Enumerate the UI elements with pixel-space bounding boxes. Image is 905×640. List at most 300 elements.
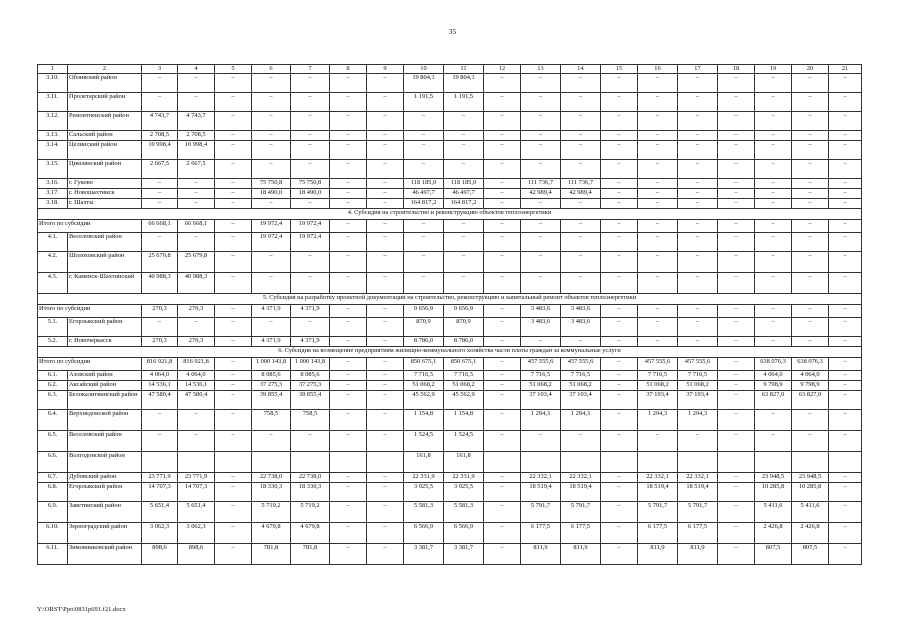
table-cell: 807,5 — [755, 544, 792, 565]
table-cell: 19 804,1 — [404, 74, 444, 93]
table-cell: – — [142, 410, 178, 431]
table-cell: – — [601, 141, 638, 160]
table-cell: – — [484, 179, 521, 189]
table-cell: – — [718, 318, 755, 337]
table-cell: – — [252, 141, 291, 160]
table-cell: – — [792, 220, 829, 233]
table-cell: 4 064,0 — [178, 371, 215, 381]
table-cell: – — [718, 337, 755, 347]
table-cell: – — [215, 523, 252, 544]
table-cell: 51 068,2 — [638, 381, 678, 391]
table-cell: – — [792, 93, 829, 112]
table-cell: – — [755, 141, 792, 160]
district-name: Веселовский район — [68, 431, 142, 452]
table-cell: 758,5 — [252, 410, 291, 431]
table-cell: – — [718, 252, 755, 273]
table-cell: – — [601, 544, 638, 565]
table-cell: – — [792, 189, 829, 199]
table-cell: 3 381,7 — [404, 544, 444, 565]
column-header: 5 — [215, 65, 252, 74]
table-cell: – — [330, 473, 367, 483]
table-cell: – — [484, 544, 521, 565]
table-cell: – — [829, 220, 862, 233]
table-cell: – — [755, 305, 792, 318]
table-cell: – — [215, 483, 252, 502]
table-cell: 22 332,1 — [521, 473, 561, 483]
table-cell: – — [367, 305, 404, 318]
table-cell: 898,6 — [178, 544, 215, 565]
table-cell — [521, 452, 561, 473]
table-cell: – — [601, 473, 638, 483]
table-cell: – — [678, 179, 718, 189]
table-cell: – — [484, 391, 521, 410]
table-cell: – — [601, 305, 638, 318]
table-cell: – — [678, 273, 718, 294]
table-cell: – — [367, 112, 404, 131]
table-cell: – — [792, 74, 829, 93]
table-cell: – — [792, 431, 829, 452]
table-cell: 22 332,1 — [638, 473, 678, 483]
table-cell: 457 555,6 — [678, 358, 718, 371]
column-header: 19 — [755, 65, 792, 74]
table-cell: – — [330, 160, 367, 179]
table-cell: 811,9 — [678, 544, 718, 565]
table-cell — [829, 452, 862, 473]
table-cell: 22 331,9 — [404, 473, 444, 483]
table-cell: 66 668,1 — [142, 220, 178, 233]
table-cell: – — [638, 220, 678, 233]
table-cell: – — [444, 112, 484, 131]
table-cell: – — [178, 318, 215, 337]
table-cell: 6.8. — [38, 483, 68, 502]
table-cell: – — [601, 179, 638, 189]
table-cell: 4 064,0 — [792, 371, 829, 381]
subsidy-table — [37, 64, 862, 565]
table-cell: – — [521, 252, 561, 273]
table-cell: – — [561, 199, 601, 209]
table-cell: 7 716,5 — [444, 371, 484, 381]
table-cell: – — [601, 337, 638, 347]
table-cell: 6.4. — [38, 410, 68, 431]
table-cell: 5 651,4 — [142, 502, 178, 523]
table-cell: 3.14. — [38, 141, 68, 160]
table-cell: – — [792, 273, 829, 294]
table-cell: 22 332,1 — [678, 473, 718, 483]
table-cell: 51 068,2 — [521, 381, 561, 391]
table-cell: – — [367, 220, 404, 233]
table-cell: – — [215, 273, 252, 294]
table-cell: 5 651,4 — [178, 502, 215, 523]
table-cell: 42 989,4 — [561, 189, 601, 199]
table-cell: – — [330, 502, 367, 523]
table-cell: – — [718, 391, 755, 410]
table-cell: 5 719,2 — [252, 502, 291, 523]
table-cell: – — [678, 160, 718, 179]
table-cell: 816 921,8 — [178, 358, 215, 371]
table-cell: – — [444, 252, 484, 273]
table-cell: – — [484, 141, 521, 160]
table-cell: – — [330, 233, 367, 252]
table-cell: 164 817,2 — [444, 199, 484, 209]
table-cell: – — [601, 93, 638, 112]
table-cell: – — [755, 410, 792, 431]
district-name: Егорлыкский район — [68, 318, 142, 337]
table-row — [38, 93, 862, 112]
table-cell: – — [252, 431, 291, 452]
column-header: 11 — [444, 65, 484, 74]
section-title-row — [38, 294, 862, 305]
table-cell: – — [367, 410, 404, 431]
table-cell: – — [829, 473, 862, 483]
table-cell: 4 064,0 — [755, 371, 792, 381]
table-cell: – — [755, 233, 792, 252]
district-name: Верхнедонской район — [68, 410, 142, 431]
table-cell: – — [829, 391, 862, 410]
table-cell: 811,9 — [521, 544, 561, 565]
table-cell: 9 656,9 — [404, 305, 444, 318]
table-cell: 1 154,8 — [444, 410, 484, 431]
table-cell: – — [178, 93, 215, 112]
table-cell: – — [215, 431, 252, 452]
table-cell: – — [444, 141, 484, 160]
table-cell: – — [561, 160, 601, 179]
table-cell: 8 085,6 — [252, 371, 291, 381]
total-label: Итого по субсидии — [38, 358, 142, 371]
table-cell: – — [330, 199, 367, 209]
table-cell — [215, 452, 252, 473]
table-cell: – — [829, 131, 862, 141]
district-name: Егорлыкский район — [68, 483, 142, 502]
table-cell — [484, 452, 521, 473]
table-cell — [330, 452, 367, 473]
table-cell: 5 581,3 — [404, 502, 444, 523]
district-name: Аксайский район — [68, 381, 142, 391]
table-cell — [561, 452, 601, 473]
table-cell: – — [367, 473, 404, 483]
table-cell: 47 580,4 — [142, 391, 178, 410]
column-header: 12 — [484, 65, 521, 74]
table-cell: – — [291, 141, 330, 160]
table-cell: – — [142, 199, 178, 209]
table-cell: – — [829, 160, 862, 179]
table-cell: – — [484, 131, 521, 141]
table-cell: 6.6. — [38, 452, 68, 473]
section-title: 5. Субсидия на разработку проектной документации на строительство, реконструкцию и капитальный ремонт объектов теплоэнергетики — [38, 294, 862, 305]
table-cell: – — [829, 523, 862, 544]
table-cell: – — [755, 199, 792, 209]
column-header: 14 — [561, 65, 601, 74]
district-name: г. Новошахтинск — [68, 189, 142, 199]
table-cell: – — [755, 220, 792, 233]
table-cell: – — [792, 131, 829, 141]
table-cell: – — [215, 131, 252, 141]
table-cell: 37 103,4 — [638, 391, 678, 410]
table-cell: 3 062,3 — [178, 523, 215, 544]
table-cell: – — [404, 160, 444, 179]
table-cell: 1 294,3 — [521, 410, 561, 431]
table-cell: – — [215, 337, 252, 347]
table-cell: – — [252, 74, 291, 93]
table-cell: – — [215, 252, 252, 273]
table-cell: – — [718, 220, 755, 233]
table-cell — [638, 452, 678, 473]
total-label: Итого по субсидии — [38, 305, 142, 318]
table-cell: – — [829, 179, 862, 189]
column-header: 2 — [68, 65, 142, 74]
table-cell: – — [718, 544, 755, 565]
table-cell: – — [601, 371, 638, 381]
table-cell — [252, 452, 291, 473]
table-cell: – — [829, 189, 862, 199]
table-cell: 3 483,6 — [521, 318, 561, 337]
district-name: Зерноградский район — [68, 523, 142, 544]
table-cell: 4 371,9 — [291, 305, 330, 318]
table-cell: – — [755, 273, 792, 294]
table-cell: – — [829, 318, 862, 337]
table-cell: 4 743,7 — [142, 112, 178, 131]
table-cell: – — [829, 93, 862, 112]
table-cell: – — [484, 410, 521, 431]
table-cell: – — [291, 431, 330, 452]
district-name: г. Каменск-Шахтинский — [68, 273, 142, 294]
table-cell: – — [484, 371, 521, 381]
table-cell: – — [792, 410, 829, 431]
table-cell: – — [142, 179, 178, 189]
table-cell: 850 675,1 — [444, 358, 484, 371]
table-cell: – — [792, 160, 829, 179]
table-cell: – — [638, 305, 678, 318]
table-cell: – — [404, 141, 444, 160]
table-cell: 3 483,6 — [521, 305, 561, 318]
table-cell: 46 497,7 — [404, 189, 444, 199]
column-header: 13 — [521, 65, 561, 74]
table-cell: – — [215, 391, 252, 410]
table-cell: – — [484, 502, 521, 523]
table-cell — [601, 452, 638, 473]
table-cell: 18 519,4 — [638, 483, 678, 502]
table-cell: 37 275,3 — [291, 381, 330, 391]
table-cell: 5 411,6 — [792, 502, 829, 523]
table-row — [38, 74, 862, 93]
table-cell: – — [718, 381, 755, 391]
table-cell: – — [484, 381, 521, 391]
table-cell: 23 771,9 — [142, 473, 178, 483]
table-cell: – — [252, 93, 291, 112]
table-cell: 45 562,9 — [444, 391, 484, 410]
table-cell: 3.11. — [38, 93, 68, 112]
section-title: 4. Субсидия на строительство и реконструкцию объектов теплоэнергетики — [38, 209, 862, 220]
table-cell: – — [601, 410, 638, 431]
table-cell: – — [561, 233, 601, 252]
table-cell: – — [561, 141, 601, 160]
table-cell: – — [829, 199, 862, 209]
table-cell: – — [601, 112, 638, 131]
table-cell: – — [755, 431, 792, 452]
table-cell: – — [367, 371, 404, 381]
table-cell: 1 191,5 — [404, 93, 444, 112]
table-cell: 40 988,3 — [178, 273, 215, 294]
table-cell: – — [330, 305, 367, 318]
table-cell: 1 000 143,8 — [291, 358, 330, 371]
table-cell: – — [521, 233, 561, 252]
table-cell: 3 925,5 — [444, 483, 484, 502]
table-cell: – — [291, 273, 330, 294]
table-cell: 6 566,9 — [404, 523, 444, 544]
table-cell: – — [142, 189, 178, 199]
table-row — [38, 544, 862, 565]
table-cell: – — [755, 318, 792, 337]
column-header: 4 — [178, 65, 215, 74]
table-cell: – — [638, 179, 678, 189]
table-cell: – — [330, 318, 367, 337]
table-cell: – — [678, 141, 718, 160]
table-cell: 18 330,3 — [252, 483, 291, 502]
table-cell: – — [330, 179, 367, 189]
district-name: Волгодонской район — [68, 452, 142, 473]
table-row — [38, 131, 862, 141]
table-cell: 39 855,4 — [291, 391, 330, 410]
table-cell: 6.11. — [38, 544, 68, 565]
table-cell: 23 771,9 — [178, 473, 215, 483]
table-cell: – — [755, 74, 792, 93]
table-cell: – — [215, 74, 252, 93]
table-cell: 7 716,5 — [521, 371, 561, 381]
table-cell: 270,3 — [178, 337, 215, 347]
column-header: 21 — [829, 65, 862, 74]
table-cell: – — [367, 131, 404, 141]
table-cell: 8 786,0 — [444, 337, 484, 347]
table-cell: – — [330, 371, 367, 381]
table-cell: – — [404, 252, 444, 273]
table-cell: – — [367, 74, 404, 93]
district-name: Обливский район — [68, 74, 142, 93]
table-cell: – — [215, 318, 252, 337]
table-cell: – — [638, 318, 678, 337]
table-cell: – — [484, 220, 521, 233]
table-cell: 2 426,8 — [792, 523, 829, 544]
table-cell: – — [215, 473, 252, 483]
table-cell: – — [829, 273, 862, 294]
table-cell: – — [291, 160, 330, 179]
table-cell: – — [484, 358, 521, 371]
table-row — [38, 431, 862, 452]
table-cell: 14 536,1 — [142, 381, 178, 391]
table-cell: – — [678, 74, 718, 93]
table-cell: – — [252, 318, 291, 337]
table-cell: – — [718, 233, 755, 252]
table-cell: 164 817,2 — [404, 199, 444, 209]
table-cell: – — [215, 358, 252, 371]
table-cell: – — [718, 502, 755, 523]
table-cell: – — [792, 305, 829, 318]
table-cell: – — [829, 371, 862, 381]
table-cell: – — [367, 179, 404, 189]
table-cell: – — [601, 381, 638, 391]
table-cell: – — [484, 160, 521, 179]
table-cell: – — [215, 93, 252, 112]
table-row — [38, 410, 862, 431]
table-cell: 22 331,9 — [444, 473, 484, 483]
table-cell: – — [521, 273, 561, 294]
table-cell: 51 068,2 — [444, 381, 484, 391]
table-cell: 47 580,4 — [178, 391, 215, 410]
table-cell: – — [601, 252, 638, 273]
table-cell: 5.1. — [38, 318, 68, 337]
table-cell — [718, 452, 755, 473]
table-cell: – — [718, 112, 755, 131]
table-cell: – — [521, 93, 561, 112]
table-cell: – — [829, 410, 862, 431]
table-cell: – — [252, 160, 291, 179]
column-header: 3 — [142, 65, 178, 74]
table-cell: 40 988,3 — [142, 273, 178, 294]
table-cell: – — [484, 112, 521, 131]
table-cell: – — [367, 273, 404, 294]
table-cell: – — [367, 141, 404, 160]
table-cell: 1 524,5 — [444, 431, 484, 452]
table-cell: 23 948,5 — [755, 473, 792, 483]
table-cell: 3.18. — [38, 199, 68, 209]
table-cell: 781,8 — [291, 544, 330, 565]
table-cell: 457 555,6 — [521, 358, 561, 371]
table-cell: 18 519,4 — [561, 483, 601, 502]
table-cell: 2 708,5 — [178, 131, 215, 141]
table-cell: 66 668,1 — [178, 220, 215, 233]
table-cell: 457 555,6 — [561, 358, 601, 371]
table-cell: – — [638, 273, 678, 294]
table-cell: 7 716,5 — [404, 371, 444, 381]
table-cell: – — [718, 199, 755, 209]
table-cell: – — [718, 74, 755, 93]
table-cell — [755, 452, 792, 473]
table-cell: – — [404, 273, 444, 294]
table-cell: 18 490,0 — [252, 189, 291, 199]
table-cell: 10 285,8 — [792, 483, 829, 502]
table-cell — [142, 452, 178, 473]
table-cell: – — [521, 160, 561, 179]
table-cell: – — [718, 93, 755, 112]
table-cell: – — [638, 160, 678, 179]
table-row — [38, 523, 862, 544]
table-cell: – — [484, 273, 521, 294]
table-cell: 807,5 — [792, 544, 829, 565]
section-title-row — [38, 347, 862, 358]
table-cell: – — [601, 160, 638, 179]
table-cell: 9 798,9 — [792, 381, 829, 391]
table-cell: – — [829, 483, 862, 502]
table-cell: – — [484, 74, 521, 93]
column-header: 17 — [678, 65, 718, 74]
table-cell: – — [444, 220, 484, 233]
table-cell: – — [330, 189, 367, 199]
header-row — [38, 65, 862, 74]
table-cell: – — [521, 74, 561, 93]
table-cell: – — [718, 189, 755, 199]
table-cell: 7 716,5 — [678, 371, 718, 381]
district-name: Ремонтненский район — [68, 112, 142, 131]
table-cell: – — [601, 391, 638, 410]
table-cell: – — [291, 74, 330, 93]
table-cell: – — [484, 318, 521, 337]
table-row — [38, 381, 862, 391]
table-cell: – — [601, 502, 638, 523]
table-cell: – — [330, 410, 367, 431]
table-cell: 42 989,4 — [521, 189, 561, 199]
subsidy-total-row — [38, 358, 862, 371]
table-cell: 19 972,4 — [252, 220, 291, 233]
table-cell: 6 177,5 — [561, 523, 601, 544]
table-cell: – — [178, 189, 215, 199]
